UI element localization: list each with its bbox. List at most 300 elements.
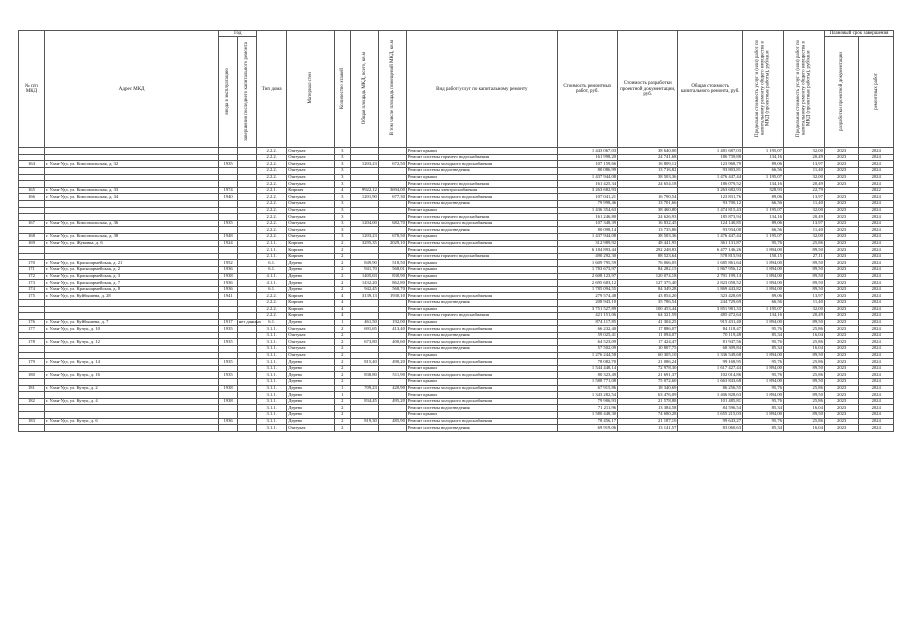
cell-term-repair: 2024 [859,161,894,168]
cell-repair-cost: 421 151,06 [557,313,617,320]
cell-term-design: 2023 [824,306,858,313]
cell-year-commissioning [219,207,237,214]
cell-work-type: Ремонт крыши [406,280,557,287]
cell-design-cost: 16 809,12 [618,161,678,168]
cell-term-design: 2023 [824,154,858,161]
cell-house-type: 2.2.2. [257,207,287,214]
cell-address: г. Улан-Удэ, ул. Красноармейская, д. 3 [44,273,219,280]
cell-year-commissioning: 1936 [219,266,237,273]
cell-house-type: 3.1.1. [257,412,287,419]
table-row [19,168,894,175]
cell-design-cost: 76 066,05 [618,260,678,267]
cell-unit-cost-limit: 85,34 [743,346,784,353]
table-row [19,280,894,287]
cell-work-type: Ремонт системы холодного водоснабжения [406,385,557,392]
cell-repair-cost: 279 574,48 [557,293,617,300]
cell-year-last-repair [237,266,256,273]
cell-total-area: 838,80 [350,372,378,379]
cell-address: г. Улан-Удэ, ул. Кучук, д. 4 [44,398,219,405]
cell-total-cost: 186 079,52 [678,181,743,188]
cell-unit-cost-limit-2: 20,49 [783,313,824,320]
cell-term-repair: 2024 [859,385,894,392]
cell-address: г. Улан-Удэ, ул. Жуковка, д. 6 [44,240,219,247]
cell-total-area: 819,30 [350,418,378,425]
cell-house-type: 6.1. [257,266,287,273]
cell-row-num: 180 [19,372,45,379]
cell-wall-material: Оштукат. [287,220,334,227]
cell-address: г. Улан-Удэ, ул. Кучук, д. 10 [44,326,219,333]
cell-total-cost: 185 873,94 [678,214,743,221]
cell-unit-cost-limit: 134,16 [743,181,784,188]
cell-term-repair: 2024 [859,306,894,313]
cell-year-commissioning [219,174,237,181]
cell-residential-area: 1930,10 [378,293,406,300]
cell-term-repair: 2024 [859,346,894,353]
cell-row-num [19,168,45,175]
cell-total-area [350,365,378,372]
cell-unit-cost-limit: 1 894,00 [743,266,784,273]
cell-unit-cost-limit-2: 20,49 [783,214,824,221]
cell-row-num [19,332,45,339]
cell-wall-material: Оштукат. [287,174,334,181]
cell-repair-cost: 67 915,86 [557,385,617,392]
cell-term-design: 2023 [824,181,858,188]
cell-address: г. Улан-Удэ, ул. Комсомольская, д. 38 [44,233,219,240]
cell-residential-area: 420,90 [378,385,406,392]
cell-unit-cost-limit-2: 13,97 [783,194,824,201]
cell-repair-cost: 1 785 094,55 [557,286,617,293]
cell-work-type: Ремонт системы горячего водоснабжения [406,253,557,260]
header-design-cost: Стоимость разработки проектной документации, руб. [618,31,678,148]
table-row [19,405,894,412]
cell-design-cost: 13 384,58 [618,405,678,412]
cell-repair-cost: 64 523,09 [557,339,617,346]
cell-term-repair: 2024 [859,299,894,306]
cell-residential-area [378,306,406,313]
cell-unit-cost-limit: 85,34 [743,425,784,432]
cell-total-cost: 244 729,69 [678,299,743,306]
cell-work-type: Ремонт крыши [406,247,557,254]
cell-work-type: Ремонт крыши [406,352,557,359]
cell-floors: 2 [334,418,350,425]
header-num: № п/п МКД [19,31,45,148]
cell-year-commissioning: 1938 [219,273,237,280]
cell-house-type: 6.1. [257,286,287,293]
cell-total-cost: 578 815,94 [678,253,743,260]
cell-repair-cost: 490 292,30 [557,253,617,260]
cell-repair-cost: 1 609 795,59 [557,260,617,267]
cell-term-repair: 2024 [859,372,894,379]
cell-floors: 4 [334,306,350,313]
cell-work-type: Ремонт системы холодного водоснабжения [406,339,557,346]
cell-term-design [824,187,858,194]
cell-total-cost: 361 131,87 [678,240,743,247]
header-total-cost: Общая стоимость капитального ремонта, руб. [678,31,743,148]
cell-floors: 2 [334,412,350,419]
cell-residential-area [378,405,406,412]
cell-term-design: 2023 [824,372,858,379]
cell-floors: 2 [334,253,350,260]
cell-unit-cost-limit: 95,76 [743,398,784,405]
cell-house-type: 3.1.1. [257,425,287,432]
cell-wall-material: Дерево [287,260,334,267]
cell-unit-cost-limit: 1 894,00 [743,412,784,419]
cell-residential-area: 677,30 [378,194,406,201]
cell-work-type: Ремонт системы водоотведения [406,168,557,175]
cell-house-type: 6.1. [257,319,287,326]
cell-year-last-repair [237,148,256,155]
cell-wall-material: Дерево [287,365,334,372]
cell-design-cost: 60 305,10 [618,352,678,359]
cell-row-num: 165 [19,187,45,194]
cell-year-last-repair [237,247,256,254]
cell-house-type: 2.2.2. [257,313,287,320]
cell-total-area [350,253,378,260]
cell-residential-area: 485,90 [378,418,406,425]
cell-row-num [19,253,45,260]
cell-design-cost: 72 978,30 [618,365,678,372]
cell-year-commissioning [219,168,237,175]
cell-unit-cost-limit-2: 32,00 [783,233,824,240]
cell-year-commissioning: 1924 [219,240,237,247]
cell-address: г. Улан-Удэ, ул. Кучук, д. 16 [44,372,219,379]
cell-year-last-repair [237,168,256,175]
cell-house-type: 3.1.1. [257,339,287,346]
cell-address [44,154,219,161]
cell-address [44,168,219,175]
cell-year-last-repair [237,194,256,201]
cell-work-type: Ремонт крыши [406,379,557,386]
cell-unit-cost-limit: 85,34 [743,405,784,412]
cell-unit-cost-limit: 89,06 [743,293,784,300]
cell-total-area: 849,90 [350,260,378,267]
cell-unit-cost-limit-2: 32,00 [783,306,824,313]
cell-work-type: Ремонт системы холодного водоснабжения [406,161,557,168]
table-body [19,148,894,432]
cell-house-type: 2.2.2. [257,227,287,234]
cell-term-design: 2023 [824,266,858,273]
cell-year-commissioning [219,346,237,353]
cell-unit-cost-limit: 89,06 [743,194,784,201]
cell-unit-cost-limit-2: 13,97 [783,220,824,227]
header-address: Адрес МКД [44,31,219,148]
cell-row-num: 172 [19,273,45,280]
cell-term-repair: 2024 [859,207,894,214]
cell-repair-cost: 312 989,92 [557,240,617,247]
cell-address [44,425,219,432]
cell-unit-cost-limit-2: 89,50 [783,319,824,326]
cell-unit-cost-limit: 95,76 [743,372,784,379]
cell-term-design: 2023 [824,313,858,320]
cell-house-type: 2.1.1. [257,240,287,247]
cell-residential-area: 672,50 [378,161,406,168]
cell-floors: 2 [334,379,350,386]
cell-row-num [19,346,45,353]
cell-unit-cost-limit-2: 89,50 [783,260,824,267]
cell-repair-cost: 107 041,21 [557,194,617,201]
cell-work-type: Ремонт крыши [406,306,557,313]
cell-year-commissioning [219,148,237,155]
cell-term-repair: 2024 [859,313,894,320]
cell-design-cost: 38 640,00 [618,148,678,155]
cell-floors: 2 [334,240,350,247]
cell-repair-cost: 208 943,10 [557,299,617,306]
cell-address [44,148,219,155]
cell-total-cost: 81 947,56 [678,339,743,346]
cell-year-last-repair [237,352,256,359]
cell-floors: 3 [334,233,350,240]
cell-residential-area [378,201,406,208]
cell-floors: 2 [334,425,350,432]
cell-floors: 3 [334,148,350,155]
cell-residential-area: 568,70 [378,286,406,293]
cell-term-design: 2023 [824,280,858,287]
cell-term-design: 2023 [824,299,858,306]
cell-unit-cost-limit: 1 894,00 [743,260,784,267]
cell-total-area: 1405,63 [350,273,378,280]
cell-term-repair: 2024 [859,326,894,333]
cell-term-design: 2023 [824,332,858,339]
cell-unit-cost-limit: 66,56 [743,201,784,208]
cell-address [44,365,219,372]
header-repair-cost: Стоимость ремонтных работ, руб. [557,31,617,148]
cell-row-num: 166 [19,194,45,201]
cell-unit-cost-limit: 134,16 [743,214,784,221]
cell-design-cost: 13 716,82 [618,168,678,175]
cell-row-num [19,201,45,208]
header-unit-cost-limit: Предельная стоимость услуг и (или) работ по капитальному ремонту общего имущества в МКД (проектные работы), руб/кв.м [743,31,784,148]
cell-house-type: 2.1.1. [257,253,287,260]
cell-unit-cost-limit-2: 27,11 [783,253,824,260]
cell-year-commissioning: 1936 [219,418,237,425]
cell-wall-material: Дерево [287,266,334,273]
cell-row-num: 177 [19,326,45,333]
cell-wall-material: Оштукат. [287,168,334,175]
cell-residential-area: 495,20 [378,398,406,405]
cell-house-type: 2.2.2. [257,181,287,188]
cell-term-repair: 2024 [859,339,894,346]
cell-work-type: Ремонт крыши [406,233,557,240]
cell-unit-cost-limit-2: 20,49 [783,154,824,161]
header-work-type: Вид работ/услуг по капитальному ремонту [406,31,557,148]
cell-total-area [350,154,378,161]
cell-unit-cost-limit-2: 25,86 [783,385,824,392]
cell-year-commissioning: 1936 [219,286,237,293]
cell-row-num [19,154,45,161]
cell-floors: 2 [334,372,350,379]
cell-repair-cost: 1 343 282,54 [557,392,617,399]
cell-residential-area: 3694,00 [378,187,406,194]
cell-total-cost: 915 431,40 [678,319,743,326]
cell-year-last-repair [237,286,256,293]
cell-year-commissioning [219,201,237,208]
cell-work-type: Ремонт крыши [406,207,557,214]
cell-floors: 3 [334,161,350,168]
cell-year-commissioning [219,332,237,339]
cell-unit-cost-limit-2: 22,79 [783,187,824,194]
cell-unit-cost-limit-2: 32,00 [783,174,824,181]
cell-row-num: 175 [19,293,45,300]
cell-year-last-repair [237,365,256,372]
cell-year-last-repair [237,405,256,412]
cell-year-commissioning [219,299,237,306]
cell-address: г. Улан-Удэ, ул. Комсомольская, д. 32 [44,161,219,168]
cell-year-commissioning: 1938 [219,398,237,405]
cell-design-cost: 38 503,36 [618,174,678,181]
cell-house-type: 2.2.2. [257,306,287,313]
cell-wall-material: Оштукат. [287,201,334,208]
cell-wall-material: Дерево [287,359,334,366]
cell-total-area: 815,40 [350,359,378,366]
cell-design-cost: 292 248,83 [618,247,678,254]
cell-year-commissioning: 1935 [219,359,237,366]
cell-total-area [350,174,378,181]
cell-year-last-repair [237,154,256,161]
cell-design-cost: 24 741,68 [618,154,678,161]
cell-term-design: 2023 [824,227,858,234]
cell-address [44,253,219,260]
cell-row-num: 168 [19,233,45,240]
cell-year-last-repair [237,161,256,168]
cell-design-cost: 38 503,36 [618,233,678,240]
cell-design-cost: 21 086,24 [618,359,678,366]
cell-total-area [350,247,378,254]
cell-address [44,201,219,208]
cell-house-type: 2.2.2. [257,161,287,168]
cell-floors: 2 [334,359,350,366]
header-term-repair: ремонтных работ [859,37,894,148]
cell-house-type: 2.2.1. [257,187,287,194]
cell-house-type: 3.1.1. [257,365,287,372]
cell-floors: 2 [334,405,350,412]
cell-row-num [19,148,45,155]
cell-wall-material: Оштукат. [287,207,334,214]
cell-work-type: Ремонт системы холодного водоснабжения [406,326,557,333]
table-row [19,359,894,366]
cell-repair-cost: 3 751 527,89 [557,306,617,313]
cell-floors: 2 [334,346,350,353]
cell-work-type: Ремонт системы горячего водоснабжения [406,181,557,188]
table-row [19,372,894,379]
cell-wall-material: Кирпич [287,313,334,320]
cell-design-cost: 43 854,20 [618,293,678,300]
cell-address [44,332,219,339]
cell-work-type: Ремонт системы холодного водоснабжения [406,220,557,227]
cell-total-cost: 1 663 843,68 [678,379,743,386]
cell-year-commissioning: 1952 [219,260,237,267]
cell-work-type: Ремонт крыши [406,260,557,267]
cell-term-design: 2023 [824,286,858,293]
table-row [19,227,894,234]
cell-total-cost: 86 256,55 [678,385,743,392]
cell-term-repair: 2024 [859,227,894,234]
table-row [19,319,894,326]
cell-total-cost: 1 481 687,03 [678,148,743,155]
cell-wall-material: Оштукат. [287,233,334,240]
cell-design-cost: 13 141,57 [618,425,678,432]
cell-year-commissioning [219,253,237,260]
cell-floors: 4 [334,313,350,320]
cell-total-cost: 1 406 828,63 [678,392,743,399]
cell-unit-cost-limit-2: 89,50 [783,412,824,419]
cell-unit-cost-limit: 66,56 [743,299,784,306]
cell-repair-cost: 1 544 448,14 [557,365,617,372]
cell-unit-cost-limit: 95,76 [743,326,784,333]
cell-repair-cost: 79 998,46 [557,201,617,208]
cell-total-cost: 186 739,88 [678,154,743,161]
cell-floors: 1 [334,392,350,399]
header-planned-term: Плановый срок завершения [824,31,893,37]
header-wall-material: Материал стен [287,31,334,148]
cell-wall-material: Дерево [287,392,334,399]
cell-year-commissioning [219,425,237,432]
cell-year-last-repair [237,392,256,399]
cell-repair-cost: 80 086,99 [557,168,617,175]
cell-house-type: 3.1.1. [257,398,287,405]
cell-design-cost: 127 375,40 [618,280,678,287]
cell-wall-material: Оштукат. [287,326,334,333]
cell-wall-material: Дерево [287,379,334,386]
cell-work-type: Ремонт крыши [406,148,557,155]
cell-house-type: 2.2.2. [257,194,287,201]
cell-unit-cost-limit: 1 894,00 [743,379,784,386]
cell-floors: 2 [334,260,350,267]
cell-address: г. Улан-Удэ, ул. Красноармейская, д. 21 [44,260,219,267]
header-term-design: разработки проектной документации [824,37,858,148]
cell-term-repair: 2022 [859,187,894,194]
cell-term-repair: 2024 [859,154,894,161]
cell-design-cost: 17 424,47 [618,339,678,346]
cell-address: г. Улан-Удэ, ул. Кучук, д. 6 [44,418,219,425]
cell-house-type: 3.1.1. [257,359,287,366]
cell-repair-cost: 1 588 771,08 [557,379,617,386]
cell-term-design: 2023 [824,174,858,181]
cell-design-cost: 41 304,25 [618,319,678,326]
cell-year-last-repair [237,240,256,247]
cell-work-type: Ремонт системы горячего водоснабжения [406,313,557,320]
cell-year-last-repair [237,385,256,392]
cell-unit-cost-limit: 95,76 [743,418,784,425]
cell-floors: 2 [334,332,350,339]
cell-residential-area: 518,50 [378,260,406,267]
cell-total-area [350,201,378,208]
cell-term-repair: 2024 [859,293,894,300]
cell-term-repair: 2024 [859,286,894,293]
cell-work-type: Ремонт системы холодного водоснабжения [406,194,557,201]
cell-year-last-repair [237,398,256,405]
cell-house-type: 6.1. [257,260,287,267]
cell-year-last-repair [237,359,256,366]
cell-design-cost: 18 340,69 [618,385,678,392]
header-total-area: Общая площадь МКД, всего, кв.м [350,31,378,148]
cell-term-repair: 2024 [859,398,894,405]
cell-term-repair: 2024 [859,220,894,227]
cell-term-repair: 2024 [859,273,894,280]
cell-floors: 1 [334,319,350,326]
cell-unit-cost-limit-2: 89,50 [783,280,824,287]
cell-repair-cost: 59 025,41 [557,332,617,339]
cell-repair-cost: 1 437 944,08 [557,233,617,240]
cell-row-num: 167 [19,220,45,227]
cell-work-type: Ремонт системы электроснабжения [406,187,557,194]
cell-work-type: Ремонт крыши [406,273,557,280]
cell-year-commissioning: 1940 [219,194,237,201]
cell-unit-cost-limit: 1 195,07 [743,174,784,181]
cell-design-cost: 74 680,28 [618,412,678,419]
cell-residential-area: 830,90 [378,273,406,280]
cell-year-last-repair [237,412,256,419]
cell-unit-cost-limit-2: 25,86 [783,326,824,333]
